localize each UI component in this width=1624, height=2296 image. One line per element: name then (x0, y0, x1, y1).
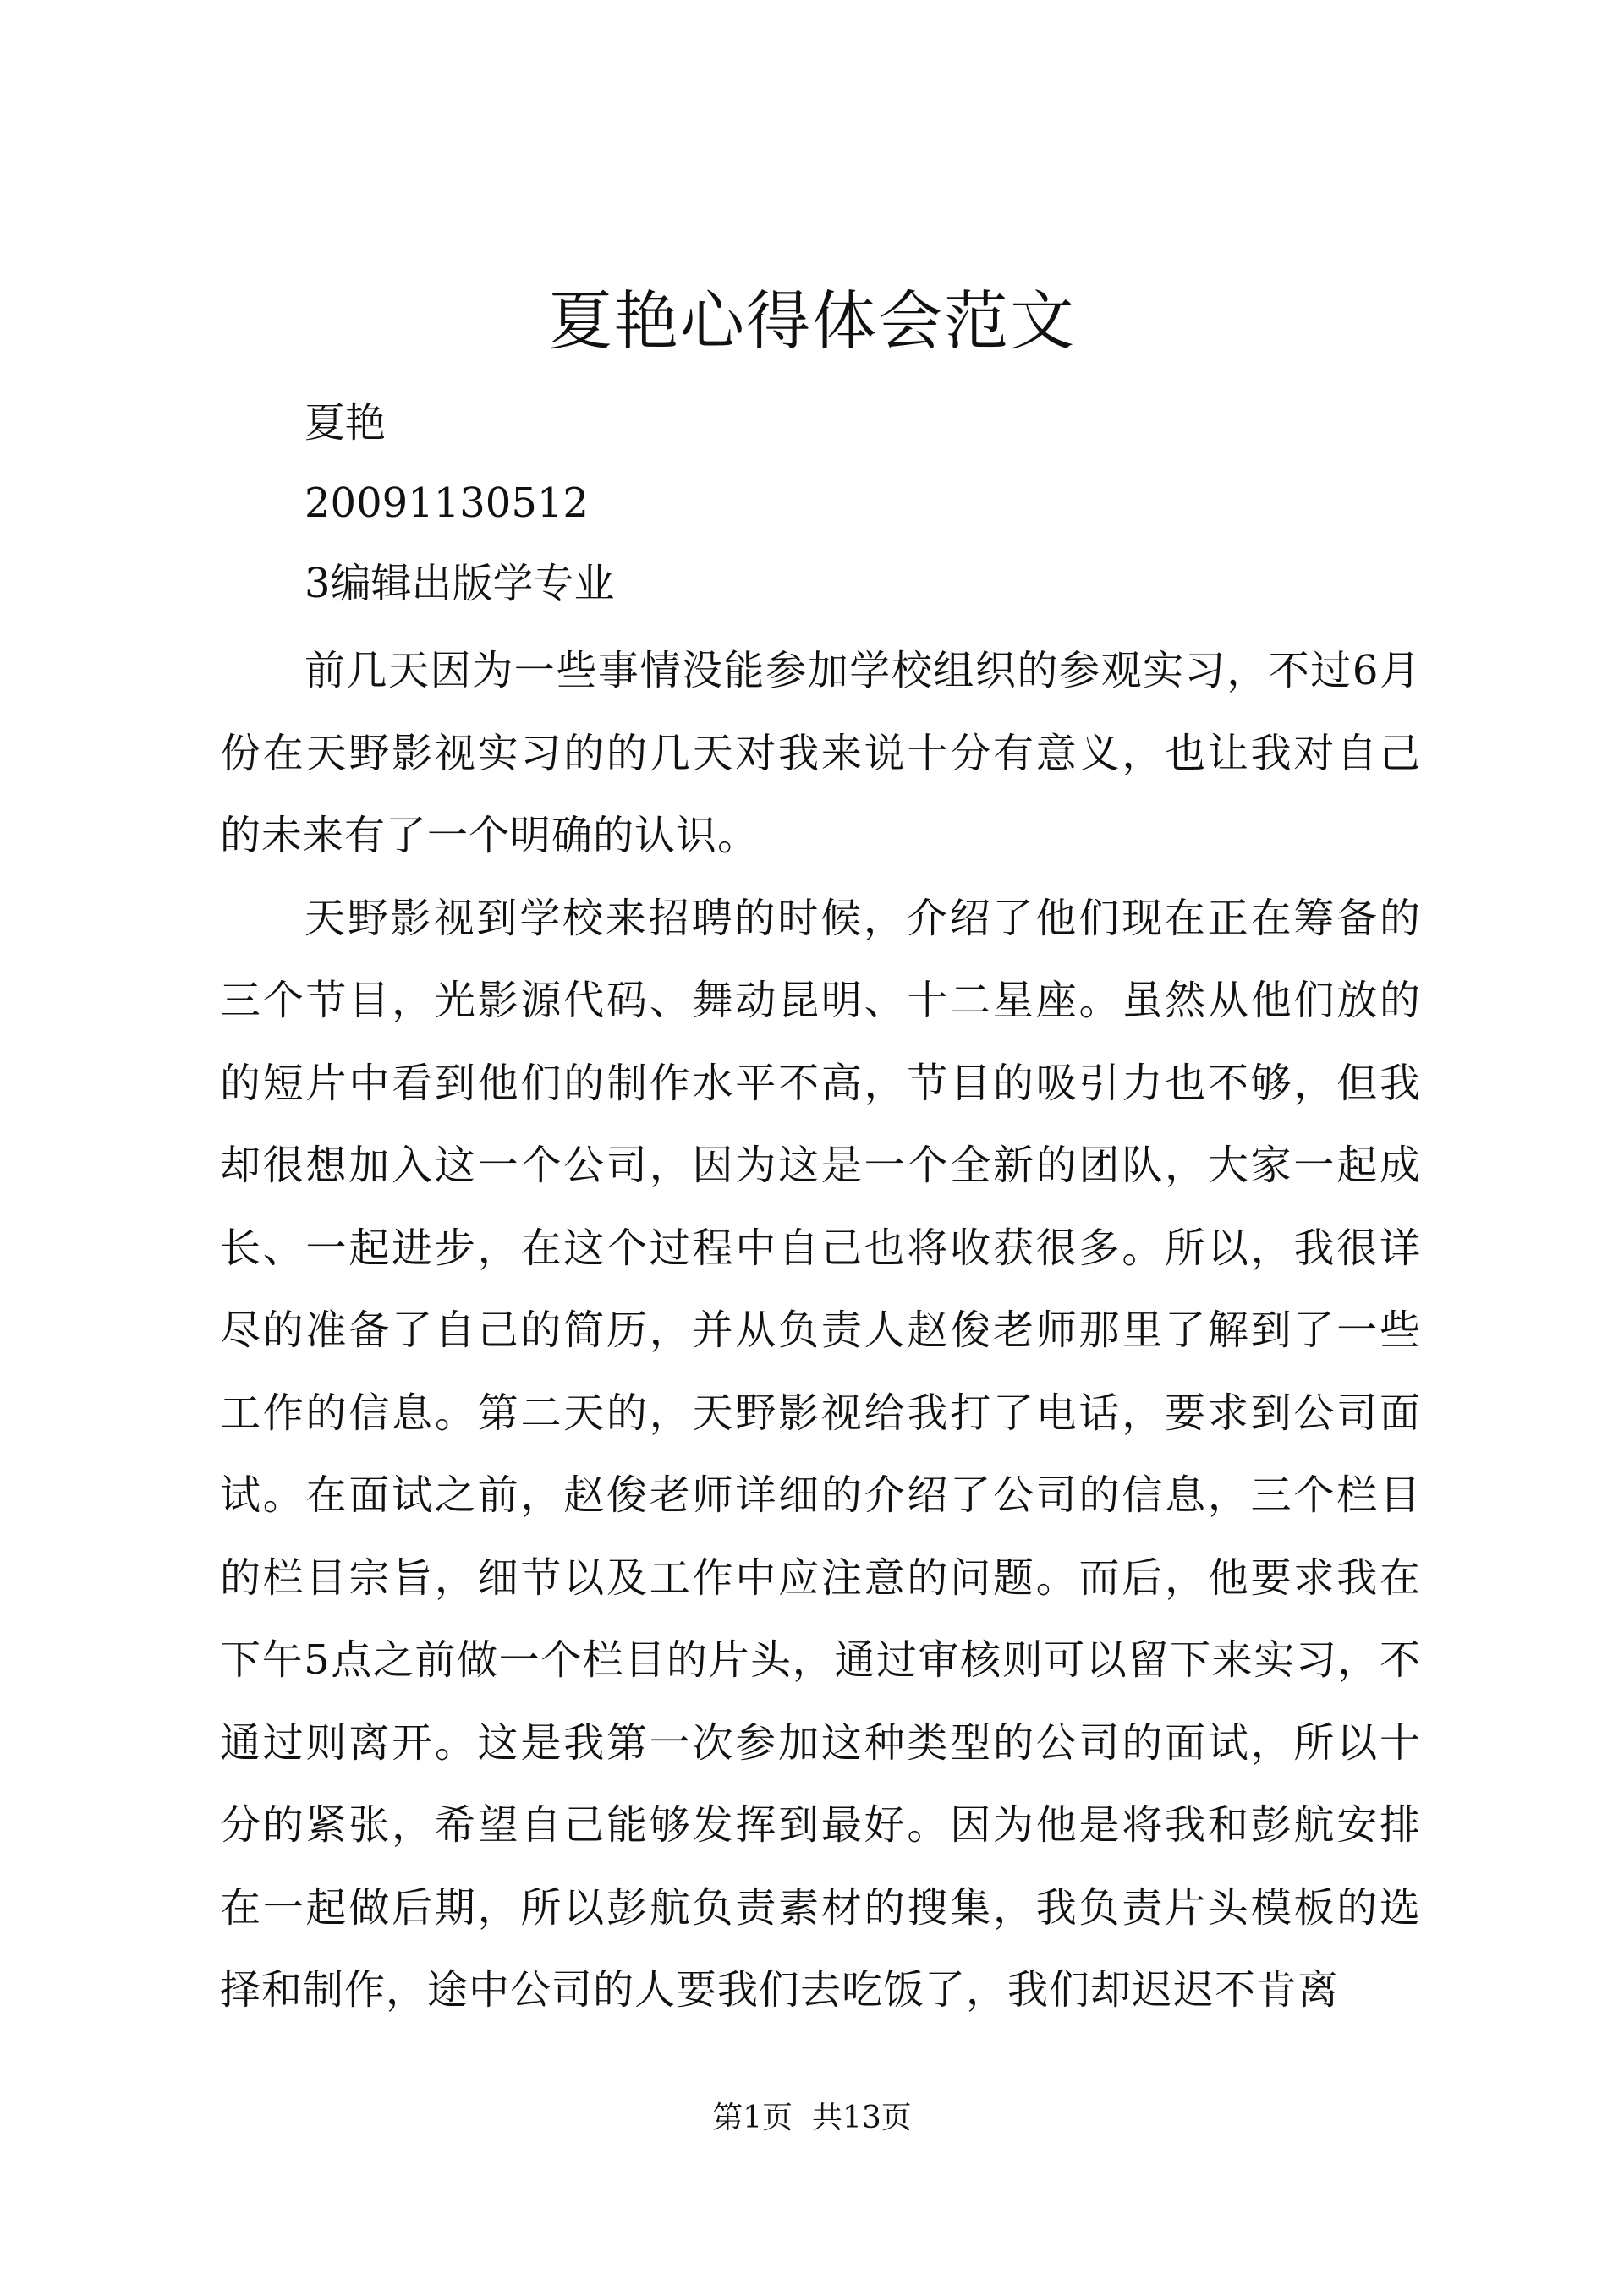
body-text (220, 630, 1421, 2032)
page-total: 共13页 (811, 2101, 912, 2135)
page-number: 第1页 (712, 2101, 793, 2135)
paragraph-1: 前几天因为一些事情没能参加学校组织的参观实习，不过6月份在天野影视实习的的几天对我来说十分有意义，也让我对自己的未来有了一个明确的认识。 (220, 647, 1421, 859)
major-line: 3编辑出版学专业 (304, 560, 615, 607)
document-title: 夏艳心得体会范文 (548, 283, 1076, 359)
author-name: 夏艳 (304, 399, 387, 447)
paragraph-2: 天野影视到学校来招聘的时候，介绍了他们现在正在筹备的三个节目，光影源代码、舞动昆明、十二星座。虽然从他们放的的短片中看到他们的制作水平不高，节目的吸引力也不够，但我却很想加入这一个公司，因为这是一个全新的团队，大家一起成长、一起进步，在这个过程中自己也将收获很多。所以，我很详尽的准备了自己的简历，并从负责人赵俊老师那里了解到了一些工作的信息。第二天的，天野影视给我打了电话，要求到公司面试。在面试之前，赵俊老师详细的介绍了公司的信息，三个栏目的栏目宗旨，细节以及工作中应注意的问题。而后，他要求我在下午5点之前做一个栏目的片头，通过审核则可以留下来实习，不通过则离开。这是我第一次参加这种类型的公司的面试，所以十分的紧张，希望自己能够发挥到最好。因为他是将我和彭航安排在一起做后期，所以彭航负责素材的搜集，我负责片头模板的选择和制作，途中公司的人要我们去吃饭了，我们却迟迟不肯离 (220, 894, 1421, 2014)
student-id: 20091130512 (304, 479, 589, 527)
page-footer (0, 2097, 1624, 2140)
